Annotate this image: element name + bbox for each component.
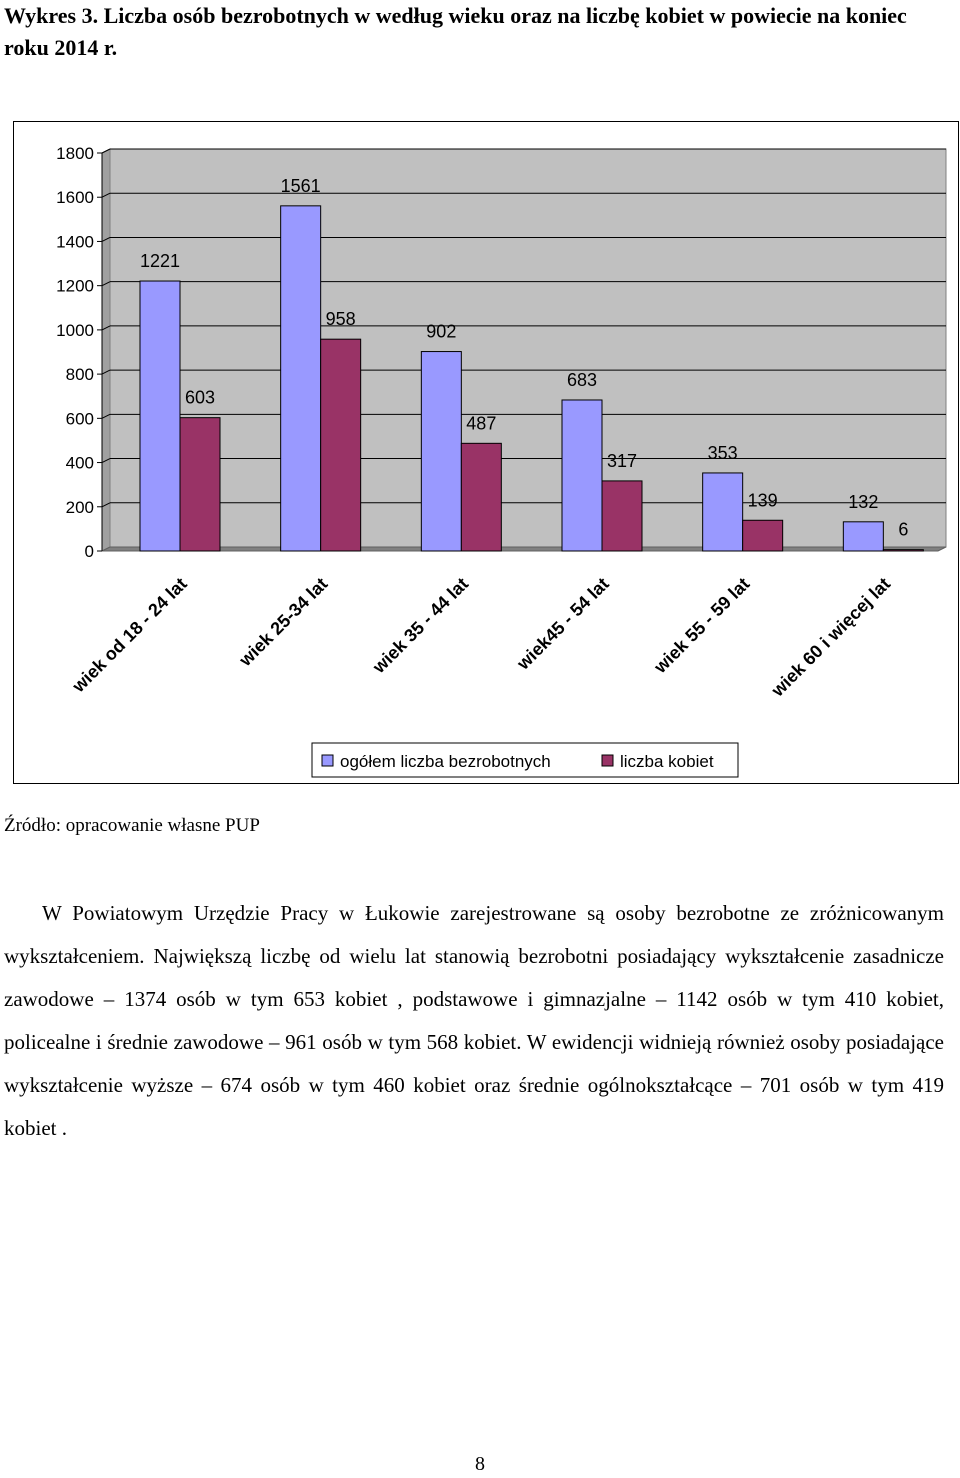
- data-label: 317: [606, 450, 638, 471]
- y-tick-label: 0: [84, 542, 94, 561]
- data-label: 1561: [280, 175, 321, 196]
- bar-total: [421, 352, 461, 551]
- chart-heading: Wykres 3. Liczba osób bezrobotnych w według wieku oraz na liczbę kobiet w powiecie na koniec roku 2014 r.: [4, 3, 907, 60]
- source-note: Źródło: opracowanie własne PUP: [4, 815, 260, 836]
- bar-women: [602, 481, 642, 551]
- body-paragraph: W Powiatowym Urzędzie Pracy w Łukowie zarejestrowane są osoby bezrobotne ze zróżnicowanym wykształceniem. Największą liczbę od wielu lat stanowią bezrobotni posiadający wykształcenie zasadnicze zawodowe – 1374 osób w tym 653 kobiet , podstawowe i gimnazjalne – 1142 osób w tym 410 kobiet, policealne i średnie zawodowe – 961 osób w tym 568 kobiet. W ewidencji widnieją również osoby posiadające wykształcenie wyższe – 674 osób w tym 460 kobiet oraz średnie ogólnokształcące – 701 osób w tym 419 kobiet .: [4, 901, 944, 1140]
- data-label: 958: [325, 309, 356, 330]
- bar-women: [461, 443, 501, 551]
- plot-side-wall: [102, 149, 110, 551]
- y-tick-label: 800: [65, 365, 94, 385]
- bar-women: [883, 550, 923, 551]
- data-label: 683: [566, 369, 598, 390]
- y-tick-label: 400: [65, 453, 94, 473]
- bar-total: [843, 522, 883, 551]
- bar-women: [743, 520, 783, 551]
- y-tick-label: 1000: [56, 320, 94, 340]
- data-label: 1221: [139, 251, 181, 272]
- chart-frame: [13, 121, 959, 784]
- bar-women: [321, 339, 361, 551]
- y-tick-label: 1200: [56, 276, 94, 296]
- legend-label: ogółem liczba bezrobotnych: [340, 752, 551, 771]
- legend-swatch: [602, 755, 613, 766]
- page-number: 8: [475, 1453, 485, 1475]
- y-tick-label: 1800: [56, 144, 94, 163]
- y-tick-label: 200: [65, 497, 94, 517]
- y-tick-label: 1600: [56, 188, 94, 208]
- y-tick-label: 600: [65, 409, 94, 429]
- data-label: 353: [707, 442, 738, 463]
- bar-total: [562, 400, 602, 551]
- bar-chart: [14, 122, 958, 783]
- data-label: 487: [466, 413, 497, 434]
- bar-total: [281, 206, 321, 551]
- data-label: 6: [898, 519, 909, 540]
- x-tick-label: wiek 35 - 44 lat: [368, 573, 473, 677]
- data-label: 139: [747, 490, 778, 511]
- x-tick-label: wiek45 - 54 lat: [513, 573, 613, 674]
- bar-total: [140, 281, 180, 551]
- legend-swatch: [322, 755, 333, 766]
- y-tick-label: 1400: [56, 232, 94, 252]
- data-label: 902: [426, 321, 457, 342]
- legend-label: liczba kobiet: [620, 752, 714, 771]
- bar-women: [180, 418, 220, 551]
- plot-area: [110, 149, 946, 547]
- x-tick-label: wiek od 18 - 24 lat: [68, 573, 191, 697]
- data-label: 603: [184, 387, 216, 408]
- x-tick-label: wiek 55 - 59 lat: [650, 573, 754, 677]
- plot-floor: [102, 547, 946, 551]
- data-label: 132: [848, 491, 879, 512]
- x-tick-label: wiek 25-34 lat: [235, 573, 332, 670]
- x-tick-label: wiek 60 i więcej lat: [767, 573, 895, 701]
- bar-total: [703, 473, 743, 551]
